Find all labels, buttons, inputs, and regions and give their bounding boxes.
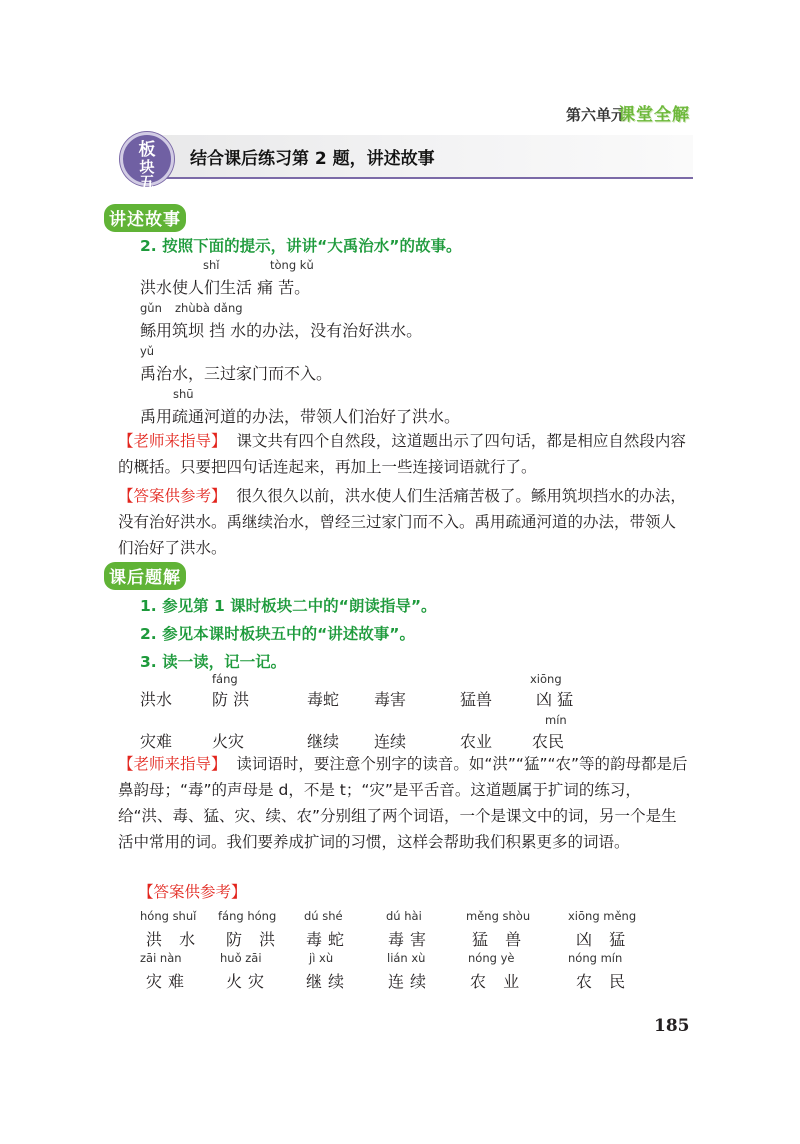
- banner-title: 结合课后练习第 2 题，讲述故事: [190, 149, 435, 169]
- teacher-guide-2: [118, 751, 690, 855]
- answer-py: hóng shuǐ: [140, 909, 197, 923]
- answer-word: 火灾: [226, 972, 271, 991]
- answer-label-2: 【答案供参考】: [138, 883, 247, 901]
- answer-py: nóng yè: [468, 951, 515, 965]
- section-tag-story: [104, 204, 186, 232]
- pinyin-xiong: xiōng: [530, 672, 562, 686]
- word-lianxu: 连续: [374, 732, 407, 751]
- pinyin-fang: fáng: [212, 672, 238, 686]
- word-hongshui: 洪水: [140, 690, 173, 709]
- pinyin-gun: gǔn: [140, 301, 162, 315]
- hint-line-2: 鲧用筑坝 挡 水的办法，没有治好洪水。: [140, 321, 423, 340]
- hint-line-3: 禹治水，三过家门而不入。: [140, 364, 333, 383]
- word-mengshou: 猛兽: [460, 690, 493, 709]
- pinyin-shi: shǐ: [203, 258, 220, 272]
- answer-py: fáng hóng: [218, 909, 277, 923]
- guide-label: 【老师来指导】: [118, 432, 227, 450]
- unit-label: 第六单元: [566, 106, 627, 124]
- section-banner: [118, 132, 693, 191]
- badge-char-1: 板: [138, 140, 156, 160]
- answer-word: 猛 兽: [472, 930, 528, 949]
- answer-py: zāi nàn: [140, 951, 182, 965]
- guide-text: 课文共有四个自然段，这道题出示了四句话，都是相应自然段内容的概括。只要把四句话连起来，再加上一些连接词语就行了。: [118, 432, 686, 476]
- word-zainan: 灾难: [140, 732, 173, 751]
- guide-text: 读词语时，要注意个别字的读音。如“洪”“猛”“农”等的韵母都是后鼻韵母；“毒”的声母是 d，不是 t；“灾”是平舌音。这道题属于扩词的练习，给“洪、毒、猛、灾、续、农”分别组了两个词语，一个是课文中的词，另一个是生活中常用的词。我们要养成扩词的习惯，这样会帮助我们积累更多的词语。: [118, 755, 688, 851]
- answer-word: 连续: [388, 972, 433, 991]
- tag-label: 讲述故事: [104, 204, 186, 232]
- pinyin-zhuba: zhùbà dǎng: [175, 301, 243, 315]
- word-nongye: 农业: [460, 732, 493, 751]
- answer-text: 很久很久以前，洪水使人们生活痛苦极了。鲧用筑坝挡水的办法，没有治好洪水。禹继续治水，曾经三过家门而不入。禹用疏通河道的办法，带领人们治好了洪水。: [118, 487, 686, 557]
- question-2: 2. 按照下面的提示，讲讲“大禹治水”的故事。: [140, 237, 462, 255]
- answer-ref-1: [118, 483, 690, 561]
- answer-word: 防 洪: [226, 930, 282, 949]
- answer-word: 洪 水: [146, 930, 202, 949]
- badge-char-3: 五: [139, 173, 155, 191]
- answer-py: lián xù: [387, 951, 426, 965]
- exercise-item-2: 2. 参见本课时板块五中的“讲述故事”。: [140, 625, 415, 643]
- answer-word: 毒害: [388, 930, 433, 949]
- word-duhai: 毒害: [374, 690, 407, 709]
- answer-py: dú shé: [304, 909, 343, 923]
- answer-py: měng shòu: [466, 909, 531, 923]
- unit-badge: 课堂全解: [618, 105, 690, 125]
- section-badge-icon: [120, 132, 174, 191]
- answer-py: huǒ zāi: [220, 951, 262, 965]
- badge-char-2: 块: [139, 158, 155, 176]
- exercise-item-3: 3. 读一读，记一记。: [140, 653, 287, 671]
- word-dushe: 毒蛇: [307, 690, 340, 709]
- word-jixu: 继续: [307, 732, 340, 751]
- word-xiongmeng: 凶 猛: [536, 690, 574, 709]
- answer-word: 农 业: [470, 972, 526, 991]
- pinyin-yu: yǔ: [140, 344, 155, 358]
- page-number: 185: [654, 1016, 690, 1036]
- hint-line-1: 洪水使人们生活 痛 苦。: [140, 278, 311, 297]
- answer-word: 凶 猛: [576, 930, 632, 949]
- answer-label: 【答案供参考】: [118, 487, 227, 505]
- guide-label: 【老师来指导】: [118, 755, 227, 773]
- answer-word: 灾难: [146, 972, 191, 991]
- exercise-item-1: 1. 参见第 1 课时板块二中的“朗读指导”。: [140, 597, 437, 615]
- answer-word: 毒蛇: [306, 930, 351, 949]
- hint-line-4: 禹用疏通河道的办法，带领人们治好了洪水。: [140, 407, 461, 426]
- answer-py: jì xù: [309, 951, 334, 965]
- pinyin-tongku: tòng kǔ: [270, 258, 314, 272]
- answer-word: 农 民: [576, 972, 632, 991]
- answer-py: nóng mín: [568, 951, 623, 965]
- tag-label: 课后题解: [104, 562, 186, 590]
- pinyin-min: mín: [545, 713, 567, 727]
- answer-word: 继续: [306, 972, 351, 991]
- answer-py: xiōng měng: [568, 909, 637, 923]
- banner-underline: [158, 177, 693, 179]
- word-fanghong: 防 洪: [212, 690, 250, 709]
- word-nongmin: 农民: [532, 732, 565, 751]
- answer-py: dú hài: [386, 909, 422, 923]
- teacher-guide-1: [118, 428, 690, 480]
- word-huozai: 火灾: [212, 732, 245, 751]
- section-tag-exercises: [104, 562, 186, 590]
- pinyin-shu: shū: [173, 387, 194, 401]
